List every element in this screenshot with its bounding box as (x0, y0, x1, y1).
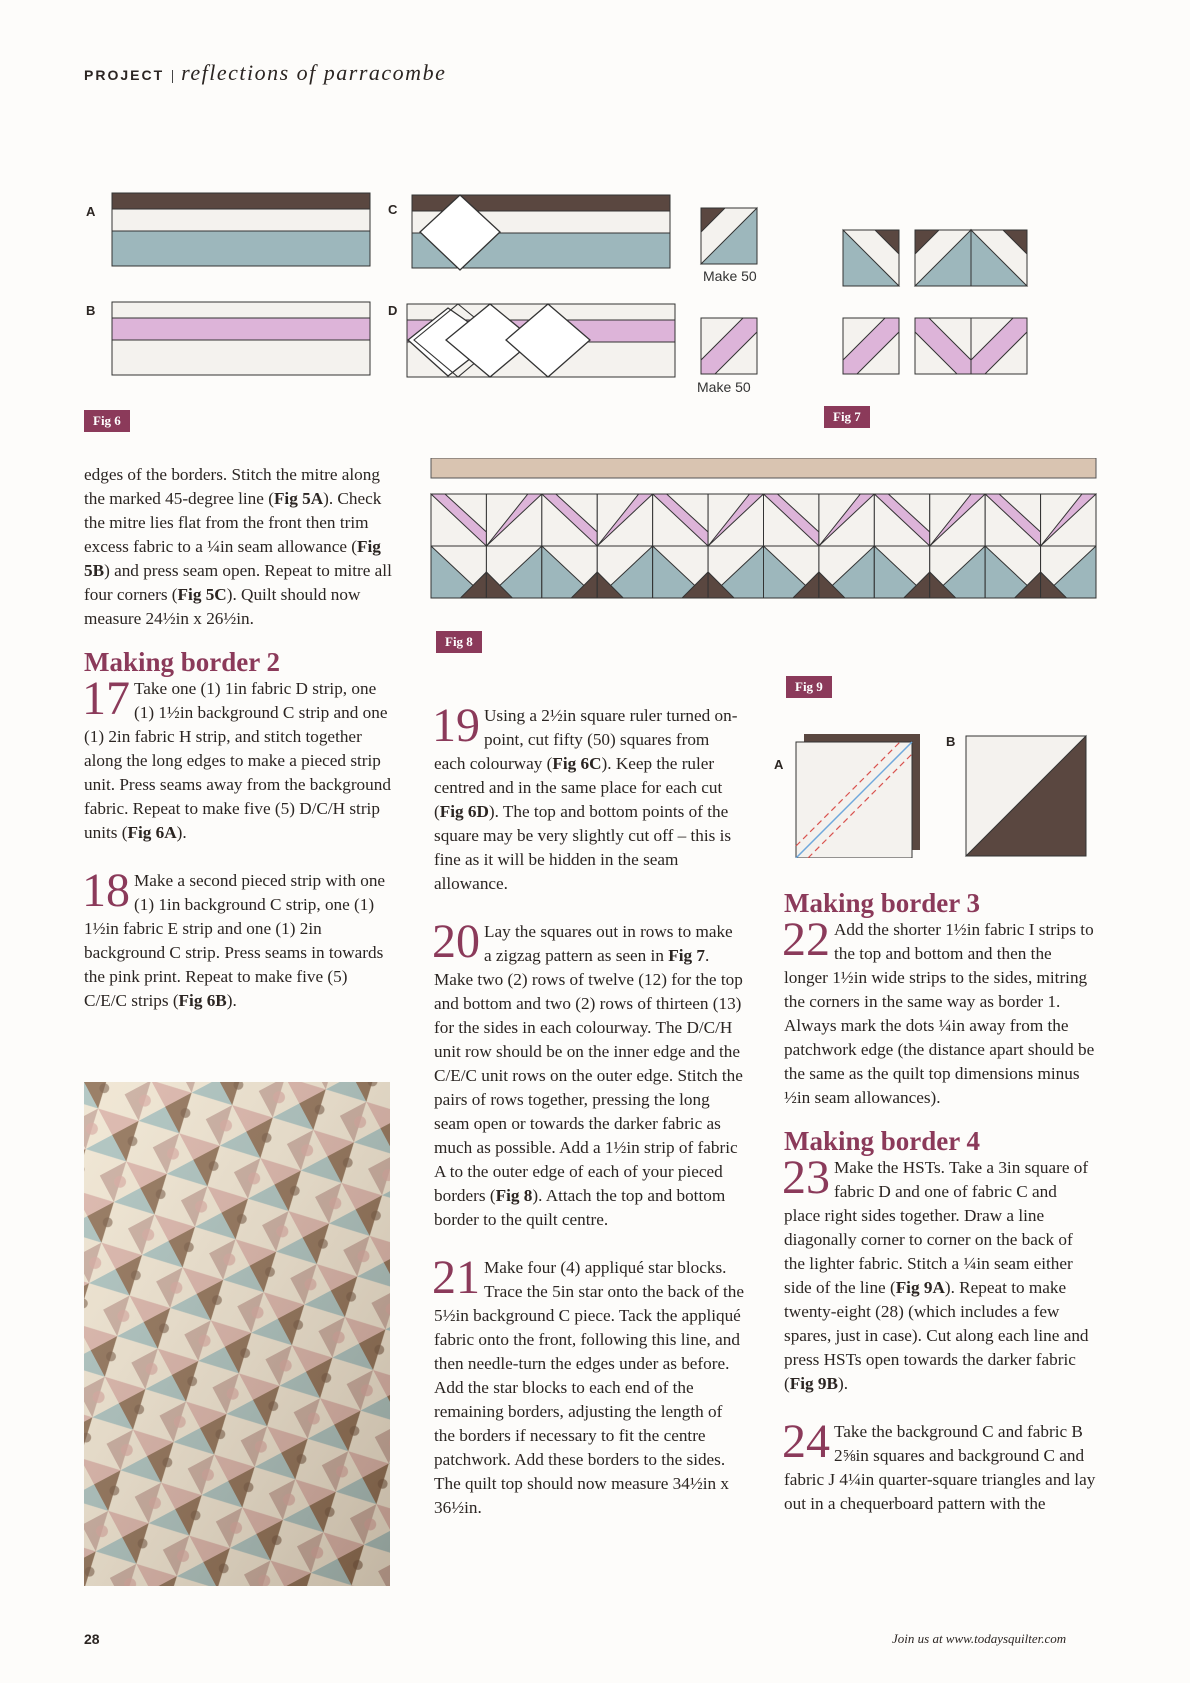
fig9-diagram (790, 728, 1090, 858)
column-2 (432, 699, 744, 1520)
intro-paragraph: edges of the borders. Stitch the mitre along the marked 45-degree line (Fig 5A). Check the mitre lies flat from the front then trim excess fabric to a ¼in seam allowance (Fig 5B) and press seam open. Repeat to mitre all four corners (Fig 5C). Quilt should now measure 24½in x 26½in. (84, 465, 392, 628)
fig7-row-blue (843, 230, 1027, 286)
section-label: PROJECT (84, 67, 165, 83)
step-24 (782, 1415, 1096, 1516)
fig6-label-b: B (86, 303, 96, 318)
fig9a-stitching (796, 734, 920, 858)
fig7-row-pink (843, 318, 1027, 374)
step-text: Using a 2½in square ruler turned on-point, cut fifty (50) squares from each colourway (Fig 6C). Keep the ruler centred and in the same place for each cut (Fig 6D). The top and bottom points of the square may be very slightly cut off – this is fine as it will be hidden in the seam allowance. (434, 706, 738, 893)
fig7-diagram (695, 200, 1055, 380)
step-18 (82, 864, 394, 1013)
fig6b-strip-unit (112, 302, 370, 375)
fig7-unit-pink (701, 318, 757, 374)
step-text: Add the shorter 1½in fabric I strips to the top and bottom and then the longer 1½in wide strips to the sides, mitring the corners in the same way as border 1. Always mark the dots ¼in away from the patchwork edge (the distance apart should be the same as the quilt top dimensions minus ½in seam allowances). (784, 920, 1095, 1107)
fig7-make-bottom: Make 50 (697, 379, 751, 395)
step-20 (432, 915, 744, 1232)
fig6-label-d: D (388, 303, 398, 318)
step-text: Lay the squares out in rows to make a zigzag pattern as seen in Fig 7. Make two (2) rows of twelve (12) for the top and bottom and two (2) rows of thirteen (13) for the sides in each colourway. The D/C/H unit row should be on the inner edge and the C/E/C unit rows on the outer edge. Stitch the pairs of rows together, pressing the long seam open or towards the darker fabric as much as possible. Add a 1½in strip of fabric A to the outer edge of each of your pieced borders (Fig 8). Attach the top and bottom border to the quilt centre. (434, 922, 743, 1229)
fig7-tag: Fig 7 (824, 406, 870, 428)
fig6d-strip-with-squares (407, 304, 675, 377)
step-number: 20 (432, 915, 480, 968)
step-text: Make a second pieced strip with one (1) 1in background C strip, one (1) 1½in fabric E strip and one (1) 2in background C strip. Press seams in towards the pink print. Repeat to make five (5) C/E/C strips (Fig 6B). (84, 871, 386, 1010)
step-17 (82, 672, 394, 845)
step-number: 21 (432, 1251, 480, 1304)
article-title: reflections of parracombe (181, 60, 447, 85)
step-21 (432, 1251, 744, 1520)
fig6a-strip-unit (112, 193, 370, 266)
fig6-tag: Fig 6 (84, 410, 130, 432)
website-link[interactable]: Join us at www.todaysquilter.com (892, 1631, 1067, 1646)
step-19 (432, 699, 744, 896)
column-3 (784, 888, 1096, 1516)
step-number: 22 (782, 913, 830, 966)
step-number: 23 (782, 1151, 830, 1204)
heading-border-3: Making border 3 (784, 888, 981, 918)
step-text: Take the background C and fabric B 2⅝in squares and background C and fabric J 4¼in quarter-square triangles and lay out in a chequerboard pattern with the (784, 1422, 1096, 1513)
column-1 (84, 463, 394, 1013)
fig9-label-a: A (774, 757, 784, 772)
fig8-border-diagram (430, 458, 1097, 608)
heading-border-4: Making border 4 (784, 1126, 981, 1156)
fig9b-hst (966, 736, 1086, 856)
step-number: 24 (782, 1415, 830, 1468)
step-number: 17 (82, 672, 130, 725)
fig6-diagram (110, 190, 690, 390)
step-number: 18 (82, 864, 130, 917)
fig9-label-b: B (946, 734, 956, 749)
fig7-unit-blue (701, 208, 757, 264)
fig7-make-top: Make 50 (703, 268, 757, 284)
fig8-tag: Fig 8 (436, 631, 482, 653)
quilt-photo (84, 1082, 390, 1586)
fig6c-strip-with-square (412, 195, 670, 270)
fig9-tag: Fig 9 (786, 676, 832, 698)
step-22 (782, 913, 1096, 1110)
page-number: 28 (84, 1631, 100, 1647)
running-header (84, 60, 446, 86)
heading-border-2: Making border 2 (84, 647, 281, 677)
step-text: Make the HSTs. Take a 3in square of fabric D and one of fabric C and place right sides together. Draw a line diagonally corner to corner on the back of the lighter fabric. Stitch a ¼in seam either side of the line (Fig 9A). Repeat to make twenty-eight (28) (which includes a few spares, just in case). Cut along each line and press HSTs open towards the darker fabric (Fig 9B). (784, 1158, 1089, 1393)
fig6-label-a: A (86, 204, 96, 219)
step-23 (782, 1151, 1096, 1396)
fig6-label-c: C (388, 202, 398, 217)
step-text: Make four (4) appliqué star blocks. Trace the 5in star onto the back of the 5½in background C piece. Tack the appliqué fabric onto the front, following this line, and then needle-turn the edges under as before. Add the star blocks to each end of the remaining borders, adjusting the length of the borders if necessary to fit the centre patchwork. Add these borders to the sides. The quilt top should now measure 34½in x 36½in. (434, 1258, 744, 1517)
step-text: Take one (1) 1in fabric D strip, one (1) 1½in background C strip and one (1) 2in fabric H strip, and stitch together along the long edges to make a pieced strip unit. Press seams away from the background fabric. Repeat to make five (5) D/C/H strip units (Fig 6A). (84, 679, 391, 842)
step-number: 19 (432, 699, 480, 752)
header-divider (172, 70, 173, 83)
